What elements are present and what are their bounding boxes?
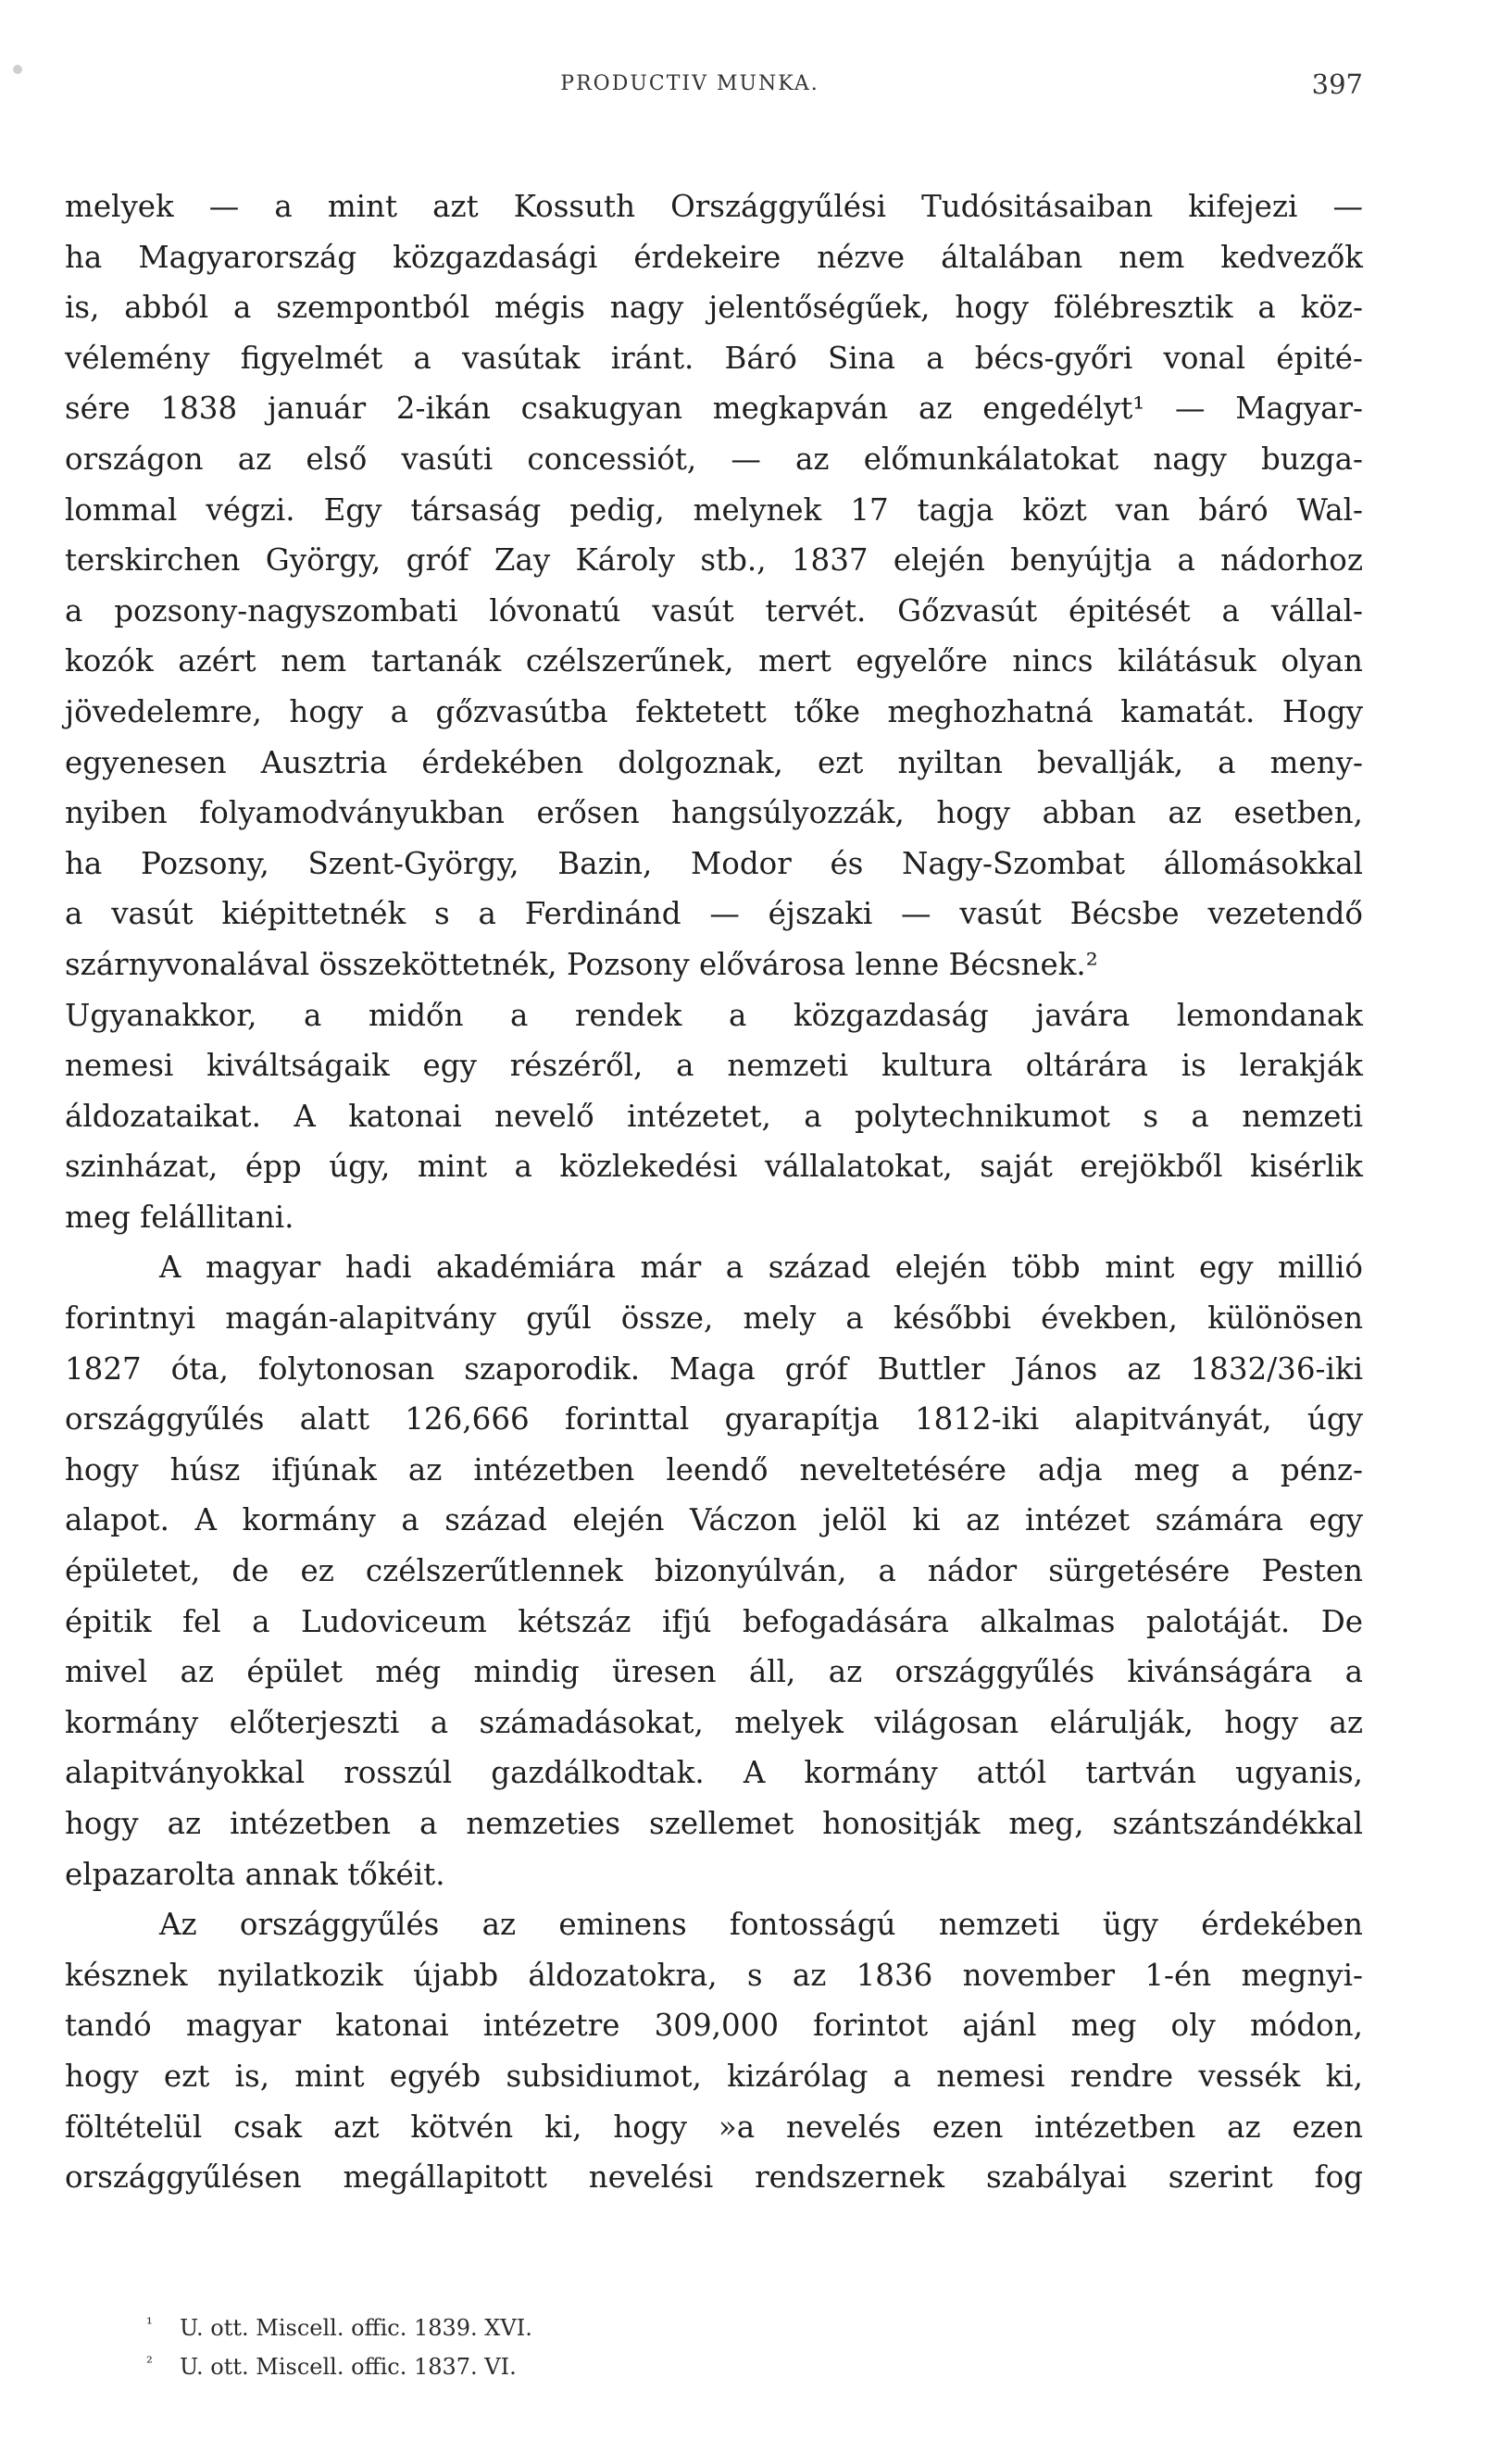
text-line: ha Magyarország közgazdasági érdekeire nézve általában nem kedvezők — [65, 239, 1363, 275]
text-line: is, abból a szempontból mégis nagy jelentőségűek, hogy fölébresztik a köz- — [65, 290, 1363, 326]
footnotes — [146, 2305, 887, 2383]
text-line: Az országgyűlés az eminens fontosságú nemzeti ügy érdekében — [159, 1907, 1363, 1943]
text-line: épitik fel a Ludoviceum kétszáz ifjú befogadására alkalmas palotáját. De — [65, 1603, 1363, 1639]
footnote-text: U. ott. Miscell. offic. 1837. VI. — [180, 2354, 517, 2380]
text-line: alapot. A kormány a század elején Váczon jelöl ki az intézet számára egy — [65, 1502, 1363, 1538]
text-line: országgyűlés alatt 126,666 forinttal gyarapítja 1812-iki alapitványát, úgy — [65, 1401, 1363, 1437]
text-line: elpazarolta annak tőkéit. — [65, 1856, 445, 1892]
text-line: hogy az intézetben a nemzeties szellemet honositják meg, szántszándékkal — [65, 1806, 1363, 1841]
text-line: szinházat, épp úgy, mint a közlekedési vállalatokat, saját erejökből kisérlik — [65, 1149, 1363, 1185]
footnote — [146, 2344, 887, 2383]
text-line: épületet, de ez czélszerűtlennek bizonyúlván, a nádor sürgetésére Pesten — [65, 1553, 1363, 1589]
text-line: Ugyanakkor, a midőn a rendek a közgazdaság javára lemondanak — [65, 997, 1363, 1033]
text-line: áldozataikat. A katonai nevelő intézetet, a polytechnikumot s a nemzeti — [65, 1098, 1363, 1134]
text-line: szárnyvonalával összeköttetnék, Pozsony elővárosa lenne Bécsnek.² — [65, 946, 1098, 982]
text-line: a pozsony-nagyszombati lóvonatú vasút tervét. Gőzvasút épitését a vállal- — [65, 592, 1363, 628]
text-line: hogy ezt is, mint egyéb subsidiumot, kizárólag a nemesi rendre vessék ki, — [65, 2058, 1363, 2094]
text-line: országgyűlésen megállapitott nevelési rendszernek szabályai szerint fog — [65, 2159, 1363, 2196]
text-line: meg felállitani. — [65, 1199, 294, 1235]
text-line: lommal végzi. Egy társaság pedig, melynek 17 tagja közt van báró Wal- — [65, 492, 1363, 528]
footnote-text: U. ott. Miscell. offic. 1839. XVI. — [180, 2315, 532, 2341]
text-line: A magyar hadi akadémiára már a század elején több mint egy millió — [159, 1250, 1363, 1286]
text-line: melyek — a mint azt Kossuth Országgyűlési Tudósitásaiban kifejezi — — [65, 189, 1363, 224]
page-speck-mark — [13, 65, 22, 74]
text-line: ha Pozsony, Szent-György, Bazin, Modor és Nagy-Szombat állomásokkal — [65, 845, 1363, 881]
text-line: 1827 óta, folytonosan szaporodik. Maga gróf Buttler János az 1832/36-iki — [65, 1350, 1363, 1387]
text-line: késznek nyilatkozik újabb áldozatokra, s az 1836 november 1-én megnyi- — [65, 1957, 1363, 1993]
running-header-title: PRODUCTIV MUNKA. — [560, 72, 819, 95]
text-line: nyiben folyamodványukban erősen hangsúlyozzák, hogy abban az esetben, — [65, 795, 1363, 831]
footnote-marker: ¹ — [146, 2315, 153, 2333]
text-line: jövedelemre, hogy a gőzvasútba fektetett tőke meghozhatná kamatát. Hogy — [65, 693, 1363, 729]
body-text — [65, 181, 1363, 2203]
text-line: mivel az épület még mindig üresen áll, az országgyűlés kivánságára a — [65, 1654, 1363, 1690]
footnote — [146, 2305, 887, 2344]
text-line: tandó magyar katonai intézetre 309,000 forintot ajánl meg oly módon, — [65, 2008, 1363, 2044]
text-line: nemesi kiváltságaik egy részéről, a nemzeti kultura oltárára is lerakják — [65, 1048, 1363, 1084]
text-line: hogy húsz ifjúnak az intézetben leendő neveltetésére adja meg a pénz- — [65, 1451, 1363, 1487]
text-line: kozók azért nem tartanák czélszerűnek, mert egyelőre nincs kilátásuk olyan — [65, 643, 1363, 679]
text-line: kormány előterjeszti a számadásokat, melyek világosan elárulják, hogy az — [65, 1704, 1363, 1740]
text-line: terskirchen György, gróf Zay Károly stb., 1837 elején benyújtja a nádorhoz — [65, 542, 1363, 579]
page-number: 397 — [1311, 68, 1363, 100]
text-line: forintnyi magán-alapitvány gyűl össze, mely a későbbi években, különösen — [65, 1300, 1363, 1337]
text-line: alapitványokkal rosszúl gazdálkodtak. A kormány attól tartván ugyanis, — [65, 1755, 1363, 1791]
text-line: országon az első vasúti concessiót, — az előmunkálatokat nagy buzga- — [65, 441, 1363, 477]
text-line: sére 1838 január 2-ikán csakugyan megkapván az engedélyt¹ — Magyar- — [65, 391, 1363, 427]
text-line: vélemény figyelmét a vasútak iránt. Báró Sina a bécs-győri vonal épité- — [65, 340, 1363, 376]
text-line: egyenesen Ausztria érdekében dolgoznak, ezt nyiltan bevallják, a meny- — [65, 744, 1363, 780]
text-line: föltételül csak azt kötvén ki, hogy »a nevelés ezen intézetben az ezen — [65, 2109, 1363, 2145]
text-line: a vasút kiépittetnék s a Ferdinánd — éjszaki — vasút Bécsbe vezetendő — [65, 896, 1363, 932]
footnote-marker: ² — [146, 2354, 153, 2372]
